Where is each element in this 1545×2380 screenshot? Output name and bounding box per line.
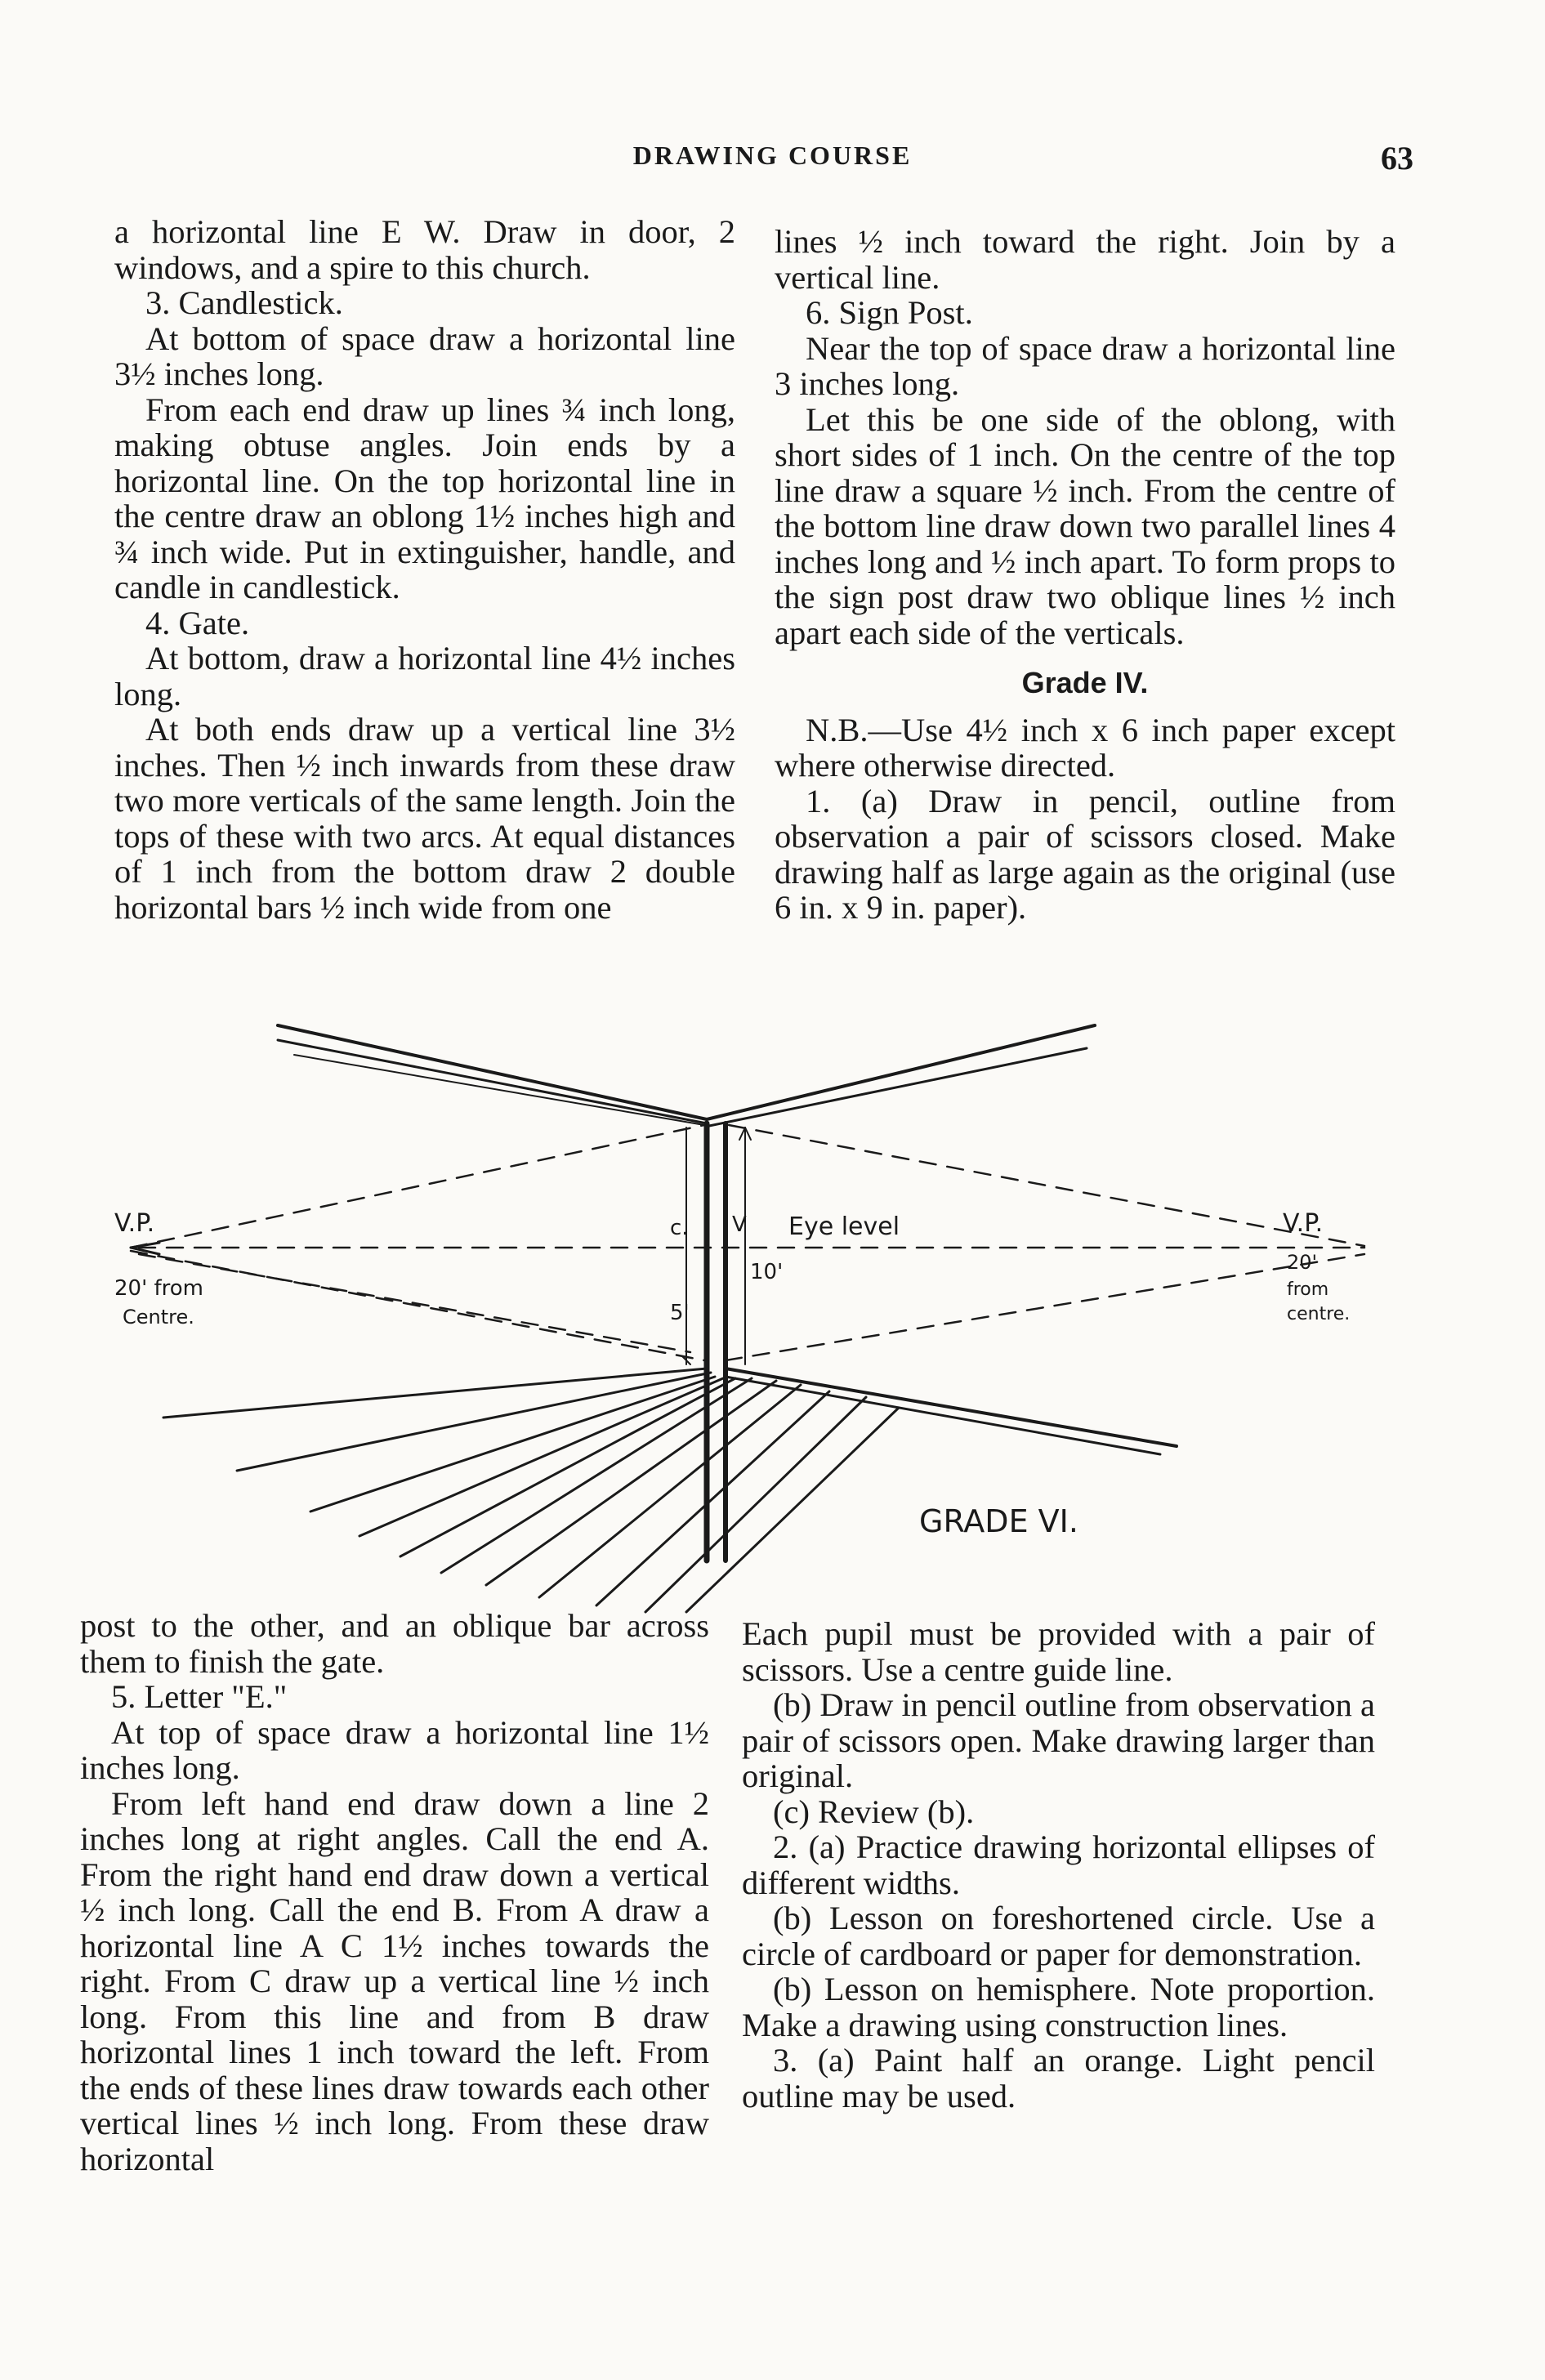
grade-vi-label: GRADE VI. xyxy=(919,1503,1078,1539)
vp-right-note: 20' xyxy=(1287,1251,1318,1274)
running-head: DRAWING COURSE xyxy=(632,141,913,170)
paragraph: a horizontal line E W. Draw in door, 2 windows, and a spire to this church. xyxy=(114,213,735,286)
paragraph: (c) Review (b). xyxy=(773,1793,975,1830)
paragraph: Near the top of space draw a horizontal line 3 inches long. xyxy=(775,329,1395,402)
paragraph: post to the other, and an oblique bar across them to finish the gate. xyxy=(80,1607,709,1680)
measure-5-label: 5' xyxy=(670,1301,690,1325)
paragraph: lines ½ inch toward the right. Join by a vertical line. xyxy=(775,223,1395,296)
paragraph: (b) Lesson on hemisphere. Note proportion. Make a drawing using construction lines. xyxy=(742,1971,1375,2043)
paragraph: At bottom, draw a horizontal line 4½ inches long. xyxy=(114,640,735,712)
paragraph: At top of space draw a horizontal line 1½ inches long. xyxy=(80,1713,709,1786)
paragraph: Each pupil must be provided with a pair of scissors. Use a centre guide line. xyxy=(742,1615,1375,1688)
text-column-bottom-left xyxy=(80,1608,709,2177)
label-v: V xyxy=(732,1212,747,1237)
eye-level-label: Eye level xyxy=(788,1212,900,1241)
vp-left-note: Centre. xyxy=(123,1306,194,1328)
paragraph: (b) Lesson on foreshortened circle. Use a circle of cardboard or paper for demonstration. xyxy=(742,1900,1375,1972)
paragraph: At bottom of space draw a horizontal line 3½ inches long. xyxy=(114,319,735,392)
grade-heading: Grade IV. xyxy=(1021,666,1149,699)
vp-right-label: V.P. xyxy=(1283,1209,1324,1238)
paragraph: At both ends draw up a vertical line 3½ inches. Then ½ inch inwards from these draw two more verticals of the same length. Join the tops of these with two arcs. At equal distances of 1 inch from the bottom draw 2 double horizontal bars ½ inch wide from one xyxy=(114,711,735,926)
text-column-bottom-right xyxy=(742,1616,1375,2114)
paragraph: From left hand end draw down a line 2 inches long at right angles. Call the end A. From the right hand end draw down a vertical ½ inch long. Call the end B. From A draw a horizontal line A C 1½ inches towards the right. From C draw up a vertical line ½ inch long. From this line and from B draw horizontal lines 1 inch toward the left. From the ends of these lines draw towards each other vertical lines ½ inch long. From these draw horizontal xyxy=(80,1784,709,2177)
paragraph: Let this be one side of the oblong, with short sides of 1 inch. On the centre of the top line draw a square ½ inch. From the centre of the bottom line draw down two parallel lines 4 inches long and ½ inch apart. To form props to the sign post draw two oblique lines ½ inch apart each side of the verticals. xyxy=(775,400,1395,651)
paragraph: (b) Draw in pencil outline from observation a pair of scissors open. Make drawing larger than original. xyxy=(742,1686,1375,1794)
paragraph: From each end draw up lines ¾ inch long, making obtuse angles. Join ends by a horizontal line. On the top horizontal line in the centre draw an oblong 1½ inches high and ¾ inch wide. Put in extinguisher, handle, and candle in candlestick. xyxy=(114,391,735,605)
page-number: 63 xyxy=(1381,140,1413,176)
section-title: 6. Sign Post. xyxy=(806,294,973,331)
label-c: c. xyxy=(670,1216,689,1240)
text-column-top-right xyxy=(775,224,1395,926)
section-title: 4. Gate. xyxy=(145,604,250,641)
perspective-figure xyxy=(114,1009,1389,1614)
paragraph: 2. (a) Practice drawing horizontal ellipses of different widths. xyxy=(742,1829,1375,1901)
vp-left-label: V.P. xyxy=(114,1209,155,1238)
paragraph: 1. (a) Draw in pencil, outline from observation a pair of scissors closed. Make drawing half as large again as the original (use 6 in. x 9 in. paper). xyxy=(775,782,1395,926)
text-column-top-left xyxy=(114,214,735,925)
paragraph: 3. (a) Paint half an orange. Light pencil outline may be used. xyxy=(742,2042,1375,2114)
section-title: 3. Candlestick. xyxy=(145,284,343,321)
paragraph: N.B.—Use 4½ inch x 6 inch paper except where otherwise directed. xyxy=(775,711,1395,784)
vp-right-note: from xyxy=(1287,1279,1329,1300)
section-title: 5. Letter "E." xyxy=(111,1678,288,1715)
measure-10-label: 10' xyxy=(750,1260,784,1284)
vp-left-note: 20' from xyxy=(114,1276,204,1301)
vp-right-note: centre. xyxy=(1287,1304,1351,1324)
